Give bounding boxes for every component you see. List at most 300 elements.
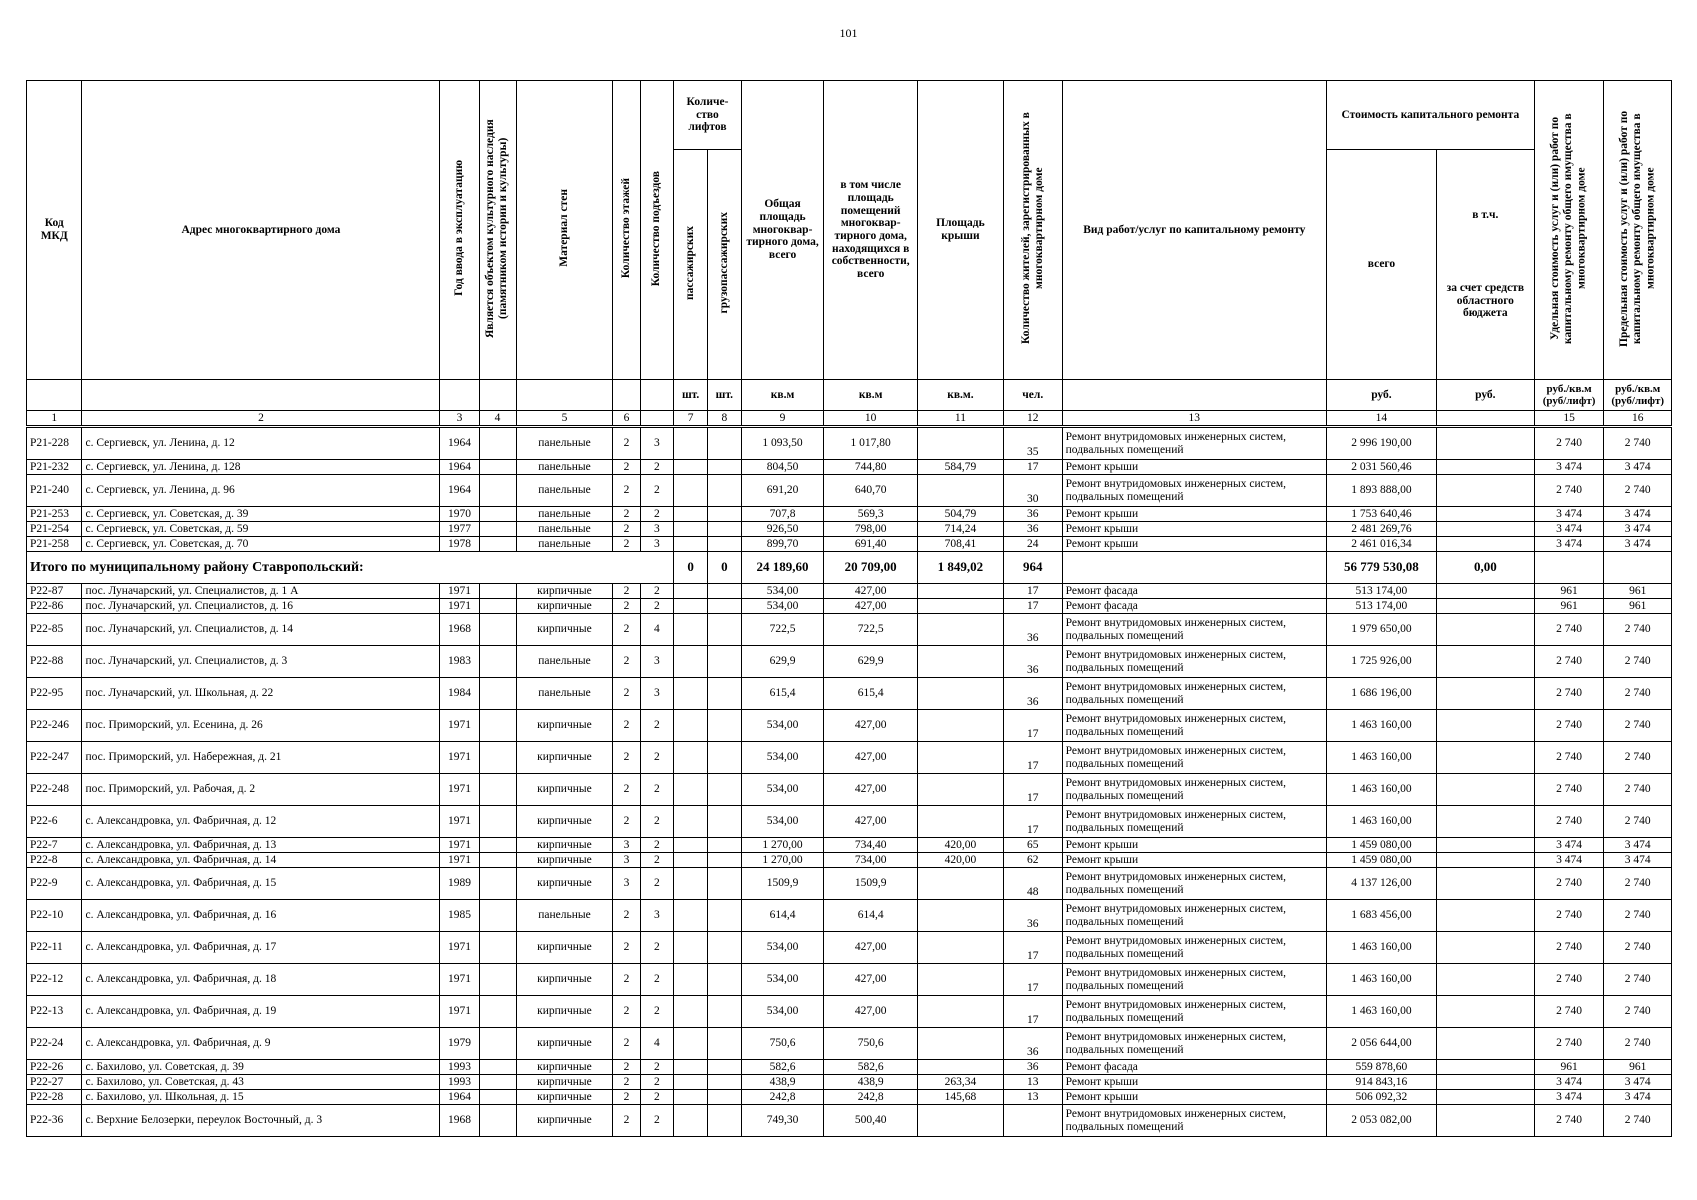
cell-year: 1993 (440, 1060, 479, 1075)
cell-residents: 48 (1003, 868, 1062, 900)
cell-entrances: 4 (640, 614, 674, 646)
cell-entrances: 2 (640, 853, 674, 868)
cell-code: Р21-240 (27, 475, 82, 507)
cell-wall: кирпичные (516, 996, 613, 1028)
cell-regional (1436, 1028, 1534, 1060)
cell-max-cost: 3 474 (1604, 460, 1672, 475)
cell-work-type: Ремонт фасада (1062, 1060, 1326, 1075)
cell-owned-area: 438,9 (824, 1075, 918, 1090)
cell-heritage (479, 507, 516, 522)
cell-passenger (674, 838, 708, 853)
cell-cost: 1 463 160,00 (1326, 806, 1436, 838)
cell-residents: 36 (1003, 522, 1062, 537)
col-total-area: Общая площадь многоквар-тирного дома, всего (741, 81, 824, 380)
table-row (27, 868, 1672, 900)
cell-max-cost: 2 740 (1604, 932, 1672, 964)
cell-residents: 36 (1003, 507, 1062, 522)
cell-regional (1436, 932, 1534, 964)
cell-passenger (674, 507, 708, 522)
cell-total-area: 1 270,00 (741, 853, 824, 868)
col-residents: Количество жителей, зарегистрированных в многоквартирном доме (1003, 81, 1062, 380)
cell-year: 1971 (440, 584, 479, 599)
cell-residents: 13 (1003, 1075, 1062, 1090)
cell-unit-cost: 2 740 (1534, 806, 1604, 838)
cell-heritage (479, 900, 516, 932)
col-unit-cost: Удельная стоимость услуг и (или) работ по капитальному ремонту общего имущества в многоквартирном доме (1534, 81, 1604, 380)
cell-year: 1968 (440, 614, 479, 646)
cell-address: с. Александровка, ул. Фабричная, д. 9 (82, 1028, 440, 1060)
cell-unit-cost: 2 740 (1534, 900, 1604, 932)
cell-unit-cost: 3 474 (1534, 507, 1604, 522)
cell-address: с. Сергиевск, ул. Советская, д. 70 (82, 537, 440, 552)
cell-entrances: 3 (640, 427, 674, 460)
col-cost-total: всего (1326, 150, 1436, 380)
cell-roof-area (917, 806, 1003, 838)
cell-wall: кирпичные (516, 838, 613, 853)
cell-max-cost: 2 740 (1604, 806, 1672, 838)
page-number: 101 (839, 26, 858, 40)
cell-wall: кирпичные (516, 584, 613, 599)
cell-total-area: 899,70 (741, 537, 824, 552)
cell-roof-area (917, 996, 1003, 1028)
col-code: Код МКД (27, 81, 82, 380)
cell-wall: кирпичные (516, 710, 613, 742)
cell-cargo (707, 584, 741, 599)
cell-address: с. Бахилово, ул. Советская, д. 43 (82, 1075, 440, 1090)
table-row (27, 1105, 1672, 1137)
cell-code: Р22-27 (27, 1075, 82, 1090)
cell-heritage (479, 1028, 516, 1060)
cell-unit-cost: 2 740 (1534, 932, 1604, 964)
cell-roof-area (917, 646, 1003, 678)
cell-max-cost: 2 740 (1604, 475, 1672, 507)
cell-floors: 2 (613, 475, 640, 507)
cell-entrances: 3 (640, 522, 674, 537)
cell-wall: панельные (516, 646, 613, 678)
cell-cost: 4 137 126,00 (1326, 868, 1436, 900)
cell-total-area: 438,9 (741, 1075, 824, 1090)
cell-code: Р22-12 (27, 964, 82, 996)
cell-residents: 36 (1003, 646, 1062, 678)
cell-cost: 513 174,00 (1326, 599, 1436, 614)
cell-roof-area (917, 1105, 1003, 1137)
cell-wall: панельные (516, 522, 613, 537)
cell-max-cost: 2 740 (1604, 614, 1672, 646)
cell-unit-cost: 2 740 (1534, 614, 1604, 646)
col-work-type: Вид работ/услуг по капитальному ремонту (1062, 81, 1326, 380)
cell-heritage (479, 584, 516, 599)
cell-floors: 2 (613, 537, 640, 552)
cell-code: Р22-85 (27, 614, 82, 646)
cell-code: Р22-28 (27, 1090, 82, 1105)
cell-total-area: 534,00 (741, 710, 824, 742)
cell-heritage (479, 678, 516, 710)
cell-owned-area: 640,70 (824, 475, 918, 507)
cell-cost: 559 878,60 (1326, 1060, 1436, 1075)
cell-owned-area: 242,8 (824, 1090, 918, 1105)
cell-address: пос. Луначарский, ул. Школьная, д. 22 (82, 678, 440, 710)
cell-year: 1968 (440, 1105, 479, 1137)
cell-cargo (707, 460, 741, 475)
cell-address: с. Александровка, ул. Фабричная, д. 15 (82, 868, 440, 900)
cell-address: с. Сергиевск, ул. Советская, д. 59 (82, 522, 440, 537)
cell-passenger (674, 932, 708, 964)
cell-address: с. Сергиевск, ул. Ленина, д. 128 (82, 460, 440, 475)
cell-year: 1993 (440, 1075, 479, 1090)
cell-roof-area (917, 584, 1003, 599)
cell-work-type: Ремонт внутридомовых инженерных систем, подвальных помещений (1062, 710, 1326, 742)
cell-total-area: 750,6 (741, 1028, 824, 1060)
cell-regional (1436, 646, 1534, 678)
cell-roof-area: 714,24 (917, 522, 1003, 537)
cell-max-cost: 2 740 (1604, 900, 1672, 932)
cell-roof-area (917, 427, 1003, 460)
cell-floors: 2 (613, 507, 640, 522)
cell-code: Р21-258 (27, 537, 82, 552)
cell-wall: кирпичные (516, 1028, 613, 1060)
cell-regional (1436, 678, 1534, 710)
cell-roof-area (917, 475, 1003, 507)
cell-max-cost: 2 740 (1604, 1028, 1672, 1060)
cell-year: 1979 (440, 1028, 479, 1060)
col-wall: Материал стен (516, 81, 613, 380)
cell-work-type: Ремонт внутридомовых инженерных систем, подвальных помещений (1062, 806, 1326, 838)
cell-work-type: Ремонт фасада (1062, 584, 1326, 599)
cell-address: с. Бахилово, ул. Советская, д. 39 (82, 1060, 440, 1075)
table-row (27, 742, 1672, 774)
cell-owned-area: 734,40 (824, 838, 918, 853)
cell-wall: кирпичные (516, 1075, 613, 1090)
cell-owned-area: 427,00 (824, 932, 918, 964)
table-row (27, 537, 1672, 552)
cell-unit-cost: 961 (1534, 584, 1604, 599)
cell-roof-area (917, 964, 1003, 996)
cell-entrances: 2 (640, 475, 674, 507)
cell-total-area: 691,20 (741, 475, 824, 507)
cell-heritage (479, 964, 516, 996)
cell-work-type: Ремонт крыши (1062, 537, 1326, 552)
cell-work-type: Ремонт внутридомовых инженерных систем, подвальных помещений (1062, 742, 1326, 774)
cell-heritage (479, 1060, 516, 1075)
cell-cargo (707, 599, 741, 614)
table-row (27, 964, 1672, 996)
cell-heritage (479, 838, 516, 853)
cell-work-type: Ремонт внутридомовых инженерных систем, подвальных помещений (1062, 996, 1326, 1028)
cell-unit-cost: 2 740 (1534, 996, 1604, 1028)
cell-cost: 1 725 926,00 (1326, 646, 1436, 678)
cell-cargo (707, 1075, 741, 1090)
cell-code: Р22-11 (27, 932, 82, 964)
table-row (27, 614, 1672, 646)
cell-address: пос. Приморский, ул. Рабочая, д. 2 (82, 774, 440, 806)
cell-code: Р22-246 (27, 710, 82, 742)
cell-unit-cost: 3 474 (1534, 853, 1604, 868)
cell-floors: 2 (613, 678, 640, 710)
cell-entrances: 2 (640, 1075, 674, 1090)
cell-work-type: Ремонт внутридомовых инженерных систем, подвальных помещений (1062, 427, 1326, 460)
cell-max-cost: 3 474 (1604, 537, 1672, 552)
cell-entrances: 2 (640, 1105, 674, 1137)
cell-entrances: 2 (640, 774, 674, 806)
cell-heritage (479, 742, 516, 774)
cell-unit-cost: 2 740 (1534, 710, 1604, 742)
cell-residents: 17 (1003, 806, 1062, 838)
cell-passenger (674, 774, 708, 806)
cell-regional (1436, 853, 1534, 868)
cell-unit-cost: 2 740 (1534, 742, 1604, 774)
cell-code: Р22-24 (27, 1028, 82, 1060)
cell-regional (1436, 868, 1534, 900)
cell-year: 1964 (440, 1090, 479, 1105)
cell-roof-area (917, 868, 1003, 900)
cell-code: Р22-8 (27, 853, 82, 868)
col-lifts: Количе-ство лифтов (674, 81, 741, 150)
cell-work-type: Ремонт внутридомовых инженерных систем, подвальных помещений (1062, 868, 1326, 900)
cell-roof-area (917, 710, 1003, 742)
cell-cargo (707, 646, 741, 678)
cell-code: Р22-87 (27, 584, 82, 599)
cell-max-cost: 3 474 (1604, 1075, 1672, 1090)
cell-unit-cost: 961 (1534, 1060, 1604, 1075)
cell-cargo (707, 806, 741, 838)
cell-floors: 2 (613, 1105, 640, 1137)
cell-max-cost: 2 740 (1604, 996, 1672, 1028)
cell-owned-area: 427,00 (824, 584, 918, 599)
cell-residents: 17 (1003, 710, 1062, 742)
cell-roof-area (917, 932, 1003, 964)
table-row (27, 1090, 1672, 1105)
cell-roof-area: 584,79 (917, 460, 1003, 475)
cell-unit-cost: 3 474 (1534, 1090, 1604, 1105)
cell-address: пос. Луначарский, ул. Специалистов, д. 3 (82, 646, 440, 678)
cell-code: Р22-9 (27, 868, 82, 900)
cell-cost: 1 686 196,00 (1326, 678, 1436, 710)
cell-cost: 2 481 269,76 (1326, 522, 1436, 537)
cell-residents: 17 (1003, 932, 1062, 964)
cell-cost: 1 463 160,00 (1326, 710, 1436, 742)
cell-roof-area (917, 742, 1003, 774)
cell-year: 1971 (440, 599, 479, 614)
cell-cost: 506 092,32 (1326, 1090, 1436, 1105)
cell-work-type: Ремонт крыши (1062, 853, 1326, 868)
cell-cargo (707, 1105, 741, 1137)
cell-passenger (674, 868, 708, 900)
cell-regional (1436, 460, 1534, 475)
cell-address: с. Александровка, ул. Фабричная, д. 13 (82, 838, 440, 853)
cell-year: 1970 (440, 507, 479, 522)
cell-residents: 62 (1003, 853, 1062, 868)
cell-passenger (674, 522, 708, 537)
cell-address: с. Александровка, ул. Фабричная, д. 12 (82, 806, 440, 838)
cell-roof-area (917, 1060, 1003, 1075)
cell-work-type: Ремонт внутридомовых инженерных систем, подвальных помещений (1062, 900, 1326, 932)
cell-cost: 1 979 650,00 (1326, 614, 1436, 646)
cell-unit-cost: 2 740 (1534, 1028, 1604, 1060)
cell-wall: кирпичные (516, 742, 613, 774)
cell-floors: 2 (613, 1060, 640, 1075)
cell-address: с. Александровка, ул. Фабричная, д. 19 (82, 996, 440, 1028)
table-row (27, 774, 1672, 806)
cell-owned-area: 734,00 (824, 853, 918, 868)
cell-cost: 1 463 160,00 (1326, 774, 1436, 806)
table-row (27, 678, 1672, 710)
cell-total-area: 1509,9 (741, 868, 824, 900)
cell-floors: 2 (613, 522, 640, 537)
table-row (27, 460, 1672, 475)
cell-entrances: 2 (640, 584, 674, 599)
cell-residents: 36 (1003, 1060, 1062, 1075)
cell-cargo (707, 932, 741, 964)
cell-passenger (674, 900, 708, 932)
units-row: шт. шт. кв.м кв.м кв.м. чел. руб. руб. руб./кв.м (руб/лифт) руб./кв.м (руб/лифт) (27, 380, 1672, 411)
cell-cargo (707, 996, 741, 1028)
total-label: Итого по муниципальному району Ставропольский: (27, 552, 674, 584)
cell-unit-cost: 2 740 (1534, 646, 1604, 678)
table-header (27, 81, 1672, 380)
cell-residents: 17 (1003, 742, 1062, 774)
cell-floors: 2 (613, 427, 640, 460)
cell-entrances: 2 (640, 1060, 674, 1075)
cell-roof-area (917, 774, 1003, 806)
cell-unit-cost: 961 (1534, 599, 1604, 614)
cell-wall: панельные (516, 900, 613, 932)
cell-unit-cost: 2 740 (1534, 868, 1604, 900)
cell-work-type: Ремонт внутридомовых инженерных систем, подвальных помещений (1062, 646, 1326, 678)
cell-entrances: 3 (640, 900, 674, 932)
cell-unit-cost: 3 474 (1534, 460, 1604, 475)
cell-wall: панельные (516, 507, 613, 522)
cell-cost: 1 893 888,00 (1326, 475, 1436, 507)
cell-year: 1971 (440, 996, 479, 1028)
col-max-cost: Предельная стоимость услуг и (или) работ по капитальному ремонту общего имущества в многоквартирном доме (1604, 81, 1672, 380)
cell-total-area: 804,50 (741, 460, 824, 475)
cell-total-area: 582,6 (741, 1060, 824, 1075)
cell-wall: панельные (516, 678, 613, 710)
cell-total-area: 749,30 (741, 1105, 824, 1137)
table-row (27, 584, 1672, 599)
cell-owned-area: 427,00 (824, 599, 918, 614)
cell-code: Р21-228 (27, 427, 82, 460)
table-row (27, 1028, 1672, 1060)
cell-entrances: 2 (640, 1090, 674, 1105)
cell-code: Р21-253 (27, 507, 82, 522)
cell-wall: кирпичные (516, 964, 613, 996)
cell-work-type: Ремонт внутридомовых инженерных систем, подвальных помещений (1062, 475, 1326, 507)
cell-heritage (479, 1105, 516, 1137)
cell-residents: 36 (1003, 900, 1062, 932)
cell-entrances: 3 (640, 537, 674, 552)
cell-address: пос. Луначарский, ул. Специалистов, д. 16 (82, 599, 440, 614)
cell-wall: панельные (516, 475, 613, 507)
total-row: Итого по муниципальному району Ставропольский: 0 0 24 189,60 20 709,00 1 849,02 964 56 779 530,08 0,00 (27, 552, 1672, 584)
cell-code: Р21-232 (27, 460, 82, 475)
cell-roof-area (917, 614, 1003, 646)
cell-cargo (707, 900, 741, 932)
cell-total-area: 534,00 (741, 996, 824, 1028)
cell-heritage (479, 427, 516, 460)
cell-owned-area: 427,00 (824, 710, 918, 742)
cell-address: пос. Приморский, ул. Набережная, д. 21 (82, 742, 440, 774)
cell-cargo (707, 868, 741, 900)
cell-floors: 2 (613, 742, 640, 774)
cell-total-area: 534,00 (741, 584, 824, 599)
col-regional: в т.ч. за счет средств областного бюджета (1436, 150, 1534, 380)
table-row (27, 475, 1672, 507)
cell-wall: кирпичные (516, 774, 613, 806)
cell-year: 1971 (440, 774, 479, 806)
cell-wall: кирпичные (516, 853, 613, 868)
cell-owned-area: 615,4 (824, 678, 918, 710)
cell-passenger (674, 614, 708, 646)
cell-passenger (674, 584, 708, 599)
cell-heritage (479, 522, 516, 537)
cell-cargo (707, 853, 741, 868)
cell-roof-area: 263,34 (917, 1075, 1003, 1090)
cell-total-area: 534,00 (741, 742, 824, 774)
cell-regional (1436, 522, 1534, 537)
cell-floors: 2 (613, 584, 640, 599)
cell-floors: 2 (613, 1028, 640, 1060)
cell-cargo (707, 427, 741, 460)
cell-total-area: 1 270,00 (741, 838, 824, 853)
cell-roof-area (917, 678, 1003, 710)
cell-owned-area: 614,4 (824, 900, 918, 932)
cell-max-cost: 961 (1604, 599, 1672, 614)
cell-passenger (674, 806, 708, 838)
cell-entrances: 2 (640, 996, 674, 1028)
cell-owned-area: 722,5 (824, 614, 918, 646)
cell-heritage (479, 853, 516, 868)
table-row (27, 900, 1672, 932)
cell-entrances: 2 (640, 460, 674, 475)
cell-floors: 2 (613, 900, 640, 932)
cell-cost: 2 056 644,00 (1326, 1028, 1436, 1060)
cell-work-type: Ремонт крыши (1062, 1090, 1326, 1105)
cell-max-cost: 2 740 (1604, 710, 1672, 742)
cell-residents: 65 (1003, 838, 1062, 853)
cell-passenger (674, 710, 708, 742)
cell-passenger (674, 1028, 708, 1060)
cell-max-cost: 3 474 (1604, 853, 1672, 868)
cell-entrances: 2 (640, 806, 674, 838)
cell-roof-area: 145,68 (917, 1090, 1003, 1105)
cell-year: 1978 (440, 537, 479, 552)
table-row (27, 522, 1672, 537)
cell-cargo (707, 1060, 741, 1075)
cell-total-area: 615,4 (741, 678, 824, 710)
cell-residents: 17 (1003, 584, 1062, 599)
cell-max-cost: 2 740 (1604, 1105, 1672, 1137)
cell-passenger (674, 678, 708, 710)
cell-regional (1436, 1090, 1534, 1105)
cell-cost: 2 996 190,00 (1326, 427, 1436, 460)
cell-cost: 914 843,16 (1326, 1075, 1436, 1090)
cell-work-type: Ремонт внутридомовых инженерных систем, подвальных помещений (1062, 774, 1326, 806)
cell-wall: кирпичные (516, 1105, 613, 1137)
table-row (27, 1075, 1672, 1090)
cell-heritage (479, 460, 516, 475)
cell-unit-cost: 3 474 (1534, 1075, 1604, 1090)
cell-max-cost: 2 740 (1604, 678, 1672, 710)
cell-address: пос. Луначарский, ул. Специалистов, д. 14 (82, 614, 440, 646)
table-row (27, 599, 1672, 614)
cell-entrances: 2 (640, 964, 674, 996)
cell-total-area: 707,8 (741, 507, 824, 522)
cell-work-type: Ремонт внутридомовых инженерных систем, подвальных помещений (1062, 964, 1326, 996)
cell-floors: 2 (613, 710, 640, 742)
cell-year: 1971 (440, 964, 479, 996)
cell-entrances: 2 (640, 507, 674, 522)
